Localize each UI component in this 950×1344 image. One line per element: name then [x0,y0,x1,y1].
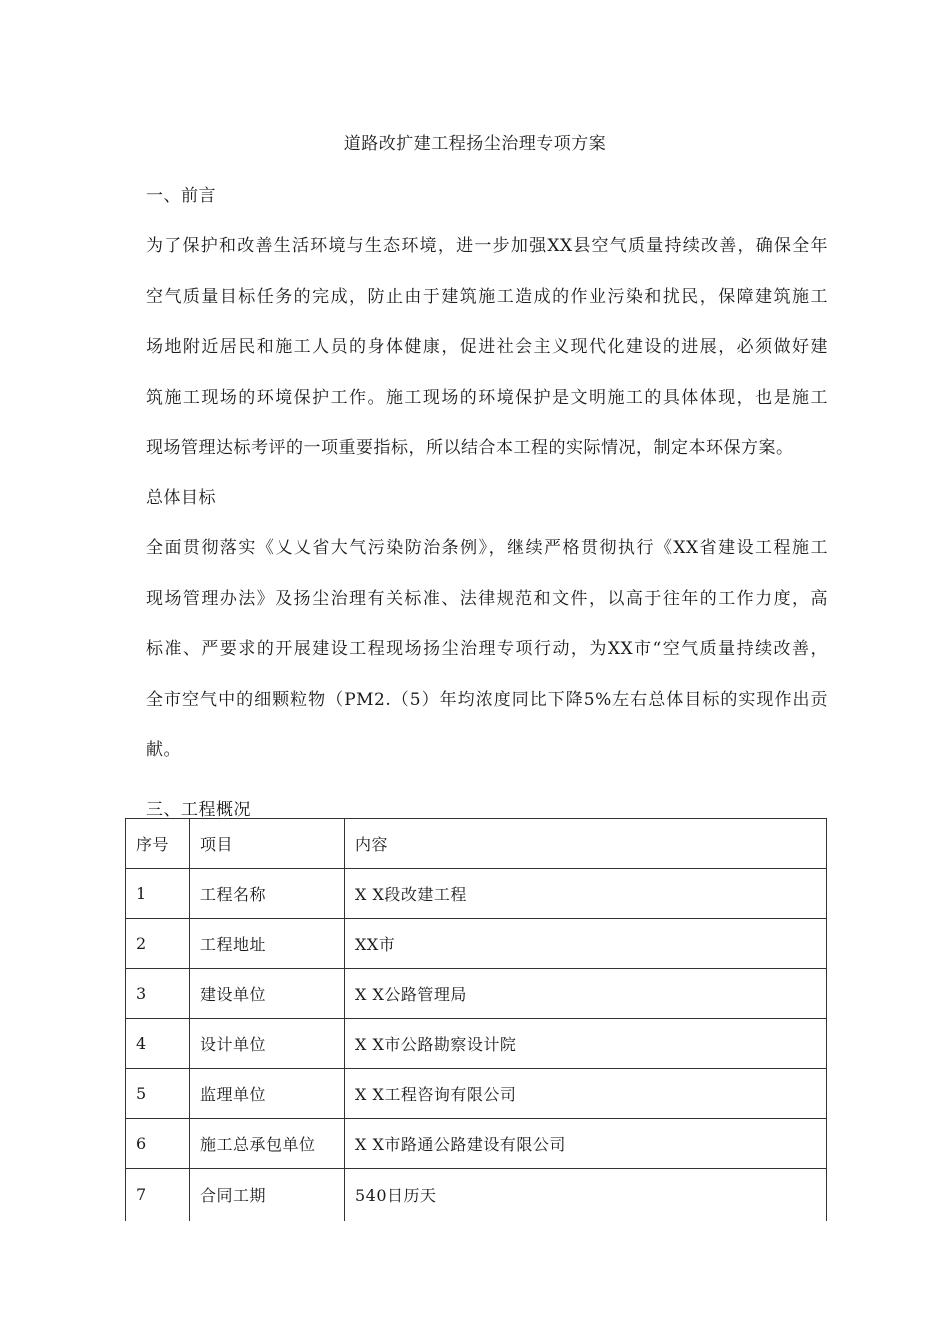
table-row [126,1069,827,1119]
table-cell-item: 建设单位 [190,969,345,1019]
table-row [126,969,827,1019]
paragraph-line: 全面贯彻落实《乂乂省大气污染防治条例》，继续严格贯彻执行《XX省建设工程施工 [146,538,828,558]
table-header-row [126,819,827,869]
table-cell-item: 施工总承包单位 [190,1119,345,1169]
section-heading-project-overview: 三、工程概况 [146,800,251,820]
paragraph-line: 现场管理办法》及扬尘治理有关标准、法律规范和文件，以高于往年的工作力度，高 [146,588,828,609]
table-cell-index: 6 [126,1119,190,1169]
table-header-cell: 序号 [126,819,190,869]
table-row [126,1019,827,1069]
goal-paragraph [146,523,828,776]
table-cell-content: X X市路通公路建设有限公司 [345,1119,827,1169]
table-cell-index: 5 [126,1069,190,1119]
table-cell-index: 4 [126,1019,190,1069]
table-cell-content: 540日历天 [345,1169,827,1221]
table-header-cell: 内容 [345,819,827,869]
paragraph-line: 筑施工现场的环境保护工作。施工现场的环境保护是文明施工的具体体现，也是施工 [146,387,828,408]
section-heading-foreword: 一、前言 [146,186,216,206]
paragraph-line: 全市空气中的细颗粒物（PM2.（5）年均浓度同比下降5%左右总体目标的实现作出贡 [146,689,828,710]
table-cell-content: X X段改建工程 [345,869,827,919]
table-cell-item: 设计单位 [190,1019,345,1069]
table-row [126,1119,827,1169]
table-header-cell: 项目 [190,819,345,869]
paragraph-line: 现场管理达标考评的一项重要指标，所以结合本工程的实际情况，制定本环保方案。 [146,438,794,459]
table-cell-item: 工程名称 [190,869,345,919]
paragraph-line: 标准、严要求的开展建设工程现场扬尘治理专项行动，为XX市“空气质量持续改善， [146,639,828,660]
document-title: 道路改扩建工程扬尘治理专项方案 [343,134,607,154]
project-overview-table [125,818,827,1221]
table-cell-item: 监理单位 [190,1069,345,1119]
table-cell-content: X X工程咨询有限公司 [345,1069,827,1119]
table-cell-index: 2 [126,919,190,969]
table-cell-item: 合同工期 [190,1169,345,1221]
paragraph-line: 献。 [146,740,181,761]
table-cell-index: 7 [126,1169,190,1221]
paragraph-line: 场地附近居民和施工人员的身体健康，促进社会主义现代化建设的进展，必须做好建 [146,337,828,358]
paragraph-line: 空气质量目标任务的完成，防止由于建筑施工造成的作业污染和扰民，保障建筑施工 [146,286,828,307]
table-cell-content: X X市公路勘察设计院 [345,1019,827,1069]
table-cell-index: 3 [126,969,190,1019]
table-row [126,869,827,919]
paragraph-line: 为了保护和改善生活环境与生态环境，进一步加强XX县空气质量持续改善，确保全年 [146,236,828,256]
table-row [126,1169,827,1221]
table-cell-content: X X公路管理局 [345,969,827,1019]
table-cell-index: 1 [126,869,190,919]
foreword-paragraph [146,221,828,474]
table-row [126,919,827,969]
table-cell-content: XX市 [345,919,827,969]
section-heading-overall-goal: 总体目标 [146,488,216,508]
table-cell-item: 工程地址 [190,919,345,969]
